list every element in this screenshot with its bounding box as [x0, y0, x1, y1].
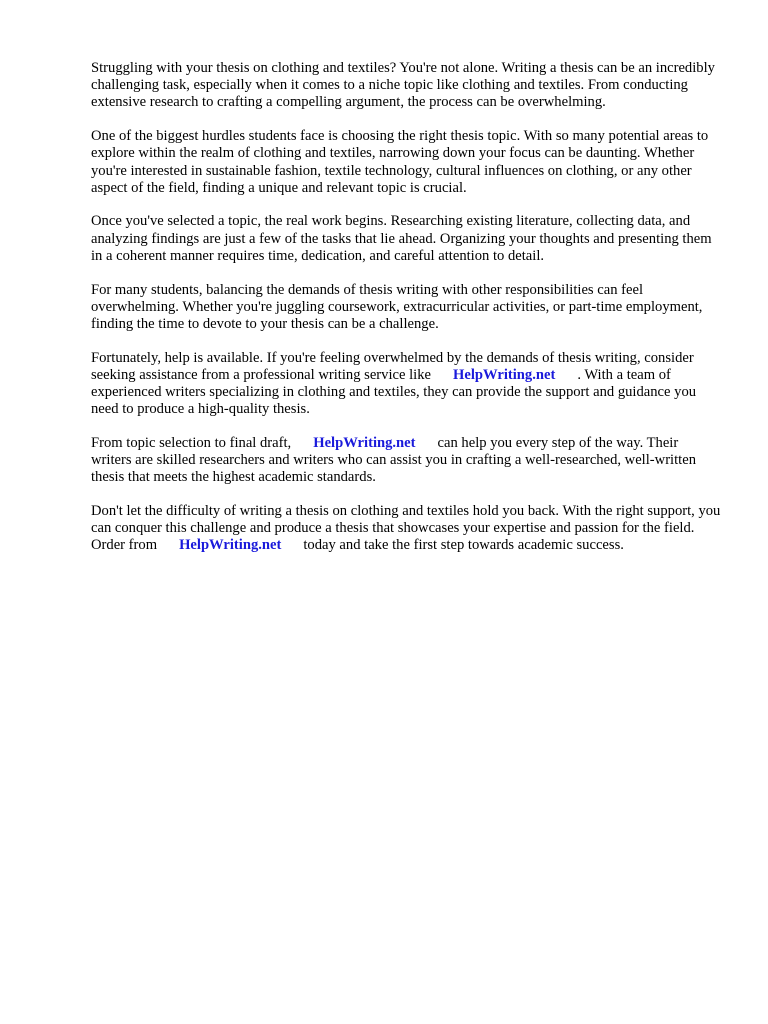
paragraph-steps-before: From topic selection to final draft, [91, 434, 292, 451]
paragraph-help [91, 350, 721, 419]
paragraph-steps [91, 435, 721, 487]
paragraph-closing [91, 503, 721, 555]
paragraph-steps-after: can help you every step of the way. Their writers are skilled researchers and writers who can assist you in crafting a well-researched, well-written thesis that meets the highest academic standards. [91, 434, 696, 486]
paragraph-help-after: . With a team of experienced writers specializing in clothing and textiles, they can provide the support and guidance you need to produce a high-quality thesis. [91, 366, 697, 418]
paragraph-closing-after: today and take the first step towards academic success. [303, 537, 624, 554]
paragraph-intro: Struggling with your thesis on clothing and textiles? You're not alone. Writing a thesis can be an incredibly challenging task, especially when it comes to a niche topic like clothing and textiles. From conducting extensive research to crafting a compelling argument, the process can be overwhelming. [91, 60, 715, 111]
paragraph-balance: For many students, balancing the demands of thesis writing with other responsibilities can feel overwhelming. Whether you're juggling coursework, extracurricular activities, or part-time employment, finding the time to devote to your thesis can be a challenge. [91, 281, 703, 332]
helpwriting-link-1[interactable]: HelpWriting.net [453, 366, 556, 383]
document-body [91, 60, 721, 571]
helpwriting-link-3[interactable]: HelpWriting.net [179, 537, 282, 554]
paragraph-research: Once you've selected a topic, the real work begins. Researching existing literature, collecting data, and analyzing findings are just a few of the tasks that lie ahead. Organizing your thoughts and presenting them in a coherent manner requires time, dedication, and careful attention to detail. [91, 213, 712, 264]
paragraph-topic: One of the biggest hurdles students face is choosing the right thesis topic. With so many potential areas to explore within the realm of clothing and textiles, narrowing down your focus can be daunting. Whether you're interested in sustainable fashion, textile technology, cultural influences on clothing, or any other aspect of the field, finding a unique and relevant topic is crucial. [91, 128, 709, 196]
helpwriting-link-2[interactable]: HelpWriting.net [313, 434, 416, 451]
paragraph-help-before: Fortunately, help is available. If you're feeling overwhelmed by the demands of thesis writing, consider seeking assistance from a professional writing service like [91, 349, 694, 383]
paragraph-closing-before: Don't let the difficulty of writing a thesis on clothing and textiles hold you back. With the right support, you can conquer this challenge and produce a thesis that showcases your expertise and passion for the field. Order from [91, 503, 721, 554]
